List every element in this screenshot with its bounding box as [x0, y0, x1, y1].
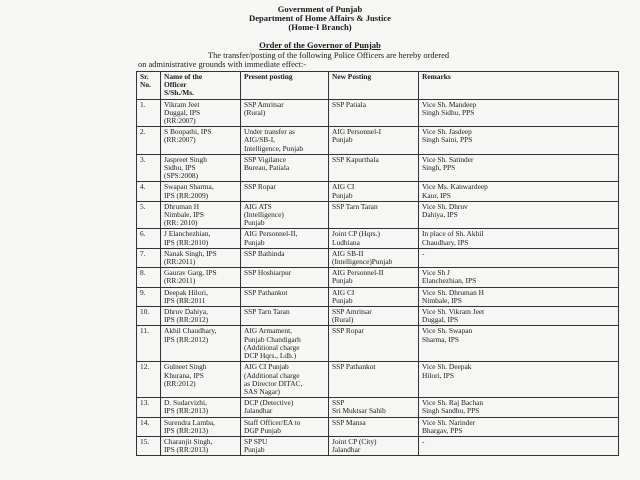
new-posting-cell: SSP Kapurthala	[329, 154, 419, 182]
table-row	[137, 182, 619, 201]
remarks-cell: Vice Sh. Dhruman H Nimbale, IPS	[419, 287, 619, 306]
officer-name-cell: Dhruv Dahiya, IPS (RR:2012)	[161, 307, 241, 326]
table-row	[137, 362, 619, 398]
remarks-cell: Vice Sh. Deepak Hilori, IPS	[419, 362, 619, 398]
sr-no-cell: 8.	[137, 268, 161, 287]
sr-no-cell: 3.	[137, 154, 161, 182]
table-row	[137, 154, 619, 182]
present-posting-cell: Under transfer as AIG/SB-I, Intelligence, Punjab	[241, 127, 329, 155]
remarks-cell: -	[419, 436, 619, 455]
sr-no-cell: 4.	[137, 182, 161, 201]
present-posting-cell: SSP Bathinda	[241, 248, 329, 267]
remarks-cell: Vice Sh. Raj Bachan Singh Sandhu, PPS	[419, 398, 619, 417]
remarks-cell: Vice Sh. Dhruv Dahiya, IPS	[419, 201, 619, 229]
table-row	[137, 326, 619, 362]
branch-heading: (Home-I Branch)	[288, 22, 352, 32]
remarks-cell: Vice Sh. Mandeep Singh Sidhu, PPS	[419, 99, 619, 127]
present-posting-cell: SSP Amritsar (Rural)	[241, 99, 329, 127]
present-posting-cell: SSP Vigilance Bureau, Patiala	[241, 154, 329, 182]
officer-name-cell: Dhruman H Nimbale, IPS (RR: 2010)	[161, 201, 241, 229]
table-row	[137, 127, 619, 155]
remarks-cell: Vice Sh. Swapan Sharma, IPS	[419, 326, 619, 362]
table-row	[137, 307, 619, 326]
officer-name-cell: Gulneet Singh Khurana, IPS (RR:2012)	[161, 362, 241, 398]
sr-no-cell: 9.	[137, 287, 161, 306]
remarks-cell: Vice Sh. Narinder Bhargav, PPS	[419, 417, 619, 436]
sr-no-cell: 2.	[137, 127, 161, 155]
new-posting-cell: SSP Ropar	[329, 326, 419, 362]
new-posting-cell: SSP Amritsar (Rural)	[329, 307, 419, 326]
sr-no-cell: 6.	[137, 229, 161, 248]
table-row	[137, 201, 619, 229]
sr-no-cell: 13.	[137, 398, 161, 417]
new-posting-cell: SSP Sri Muktsar Sahib	[329, 398, 419, 417]
present-posting-cell: AIG Personnel-II, Punjab	[241, 229, 329, 248]
new-posting-cell: Joint CP (Hqrs.) Ludhiana	[329, 229, 419, 248]
present-posting-cell: AIG ATS (Intelligence) Punjab	[241, 201, 329, 229]
table-row	[137, 229, 619, 248]
table-row	[137, 287, 619, 306]
officer-name-cell: Deepak Hilori, IPS (RR:2011	[161, 287, 241, 306]
header-officer-name: Name of the Officer S/Sh./Ms.	[161, 72, 241, 100]
officer-name-cell: Charanjit Singh, IPS (RR:2013)	[161, 436, 241, 455]
officer-name-cell: J Elanchezhian, IPS (RR:2010)	[161, 229, 241, 248]
officer-name-cell: Jaspreet Singh Sidhu, IPS (SPS:2008)	[161, 154, 241, 182]
header-present-posting: Present posting	[241, 72, 329, 100]
department-heading: Department of Home Affairs & Justice	[249, 13, 391, 23]
new-posting-cell: AIG Personnel-I Punjab	[329, 127, 419, 155]
header-remarks: Remarks	[419, 72, 619, 100]
present-posting-cell: SP SPU Punjab	[241, 436, 329, 455]
officer-name-cell: Vikram Jeet Duggal, IPS (RR:2007)	[161, 99, 241, 127]
sr-no-cell: 10.	[137, 307, 161, 326]
sr-no-cell: 5.	[137, 201, 161, 229]
present-posting-cell: Staff Officer/EA to DGP Punjab	[241, 417, 329, 436]
intro-line-1: The transfer/posting of the following Police Officers are hereby ordered	[208, 51, 450, 60]
table-row	[137, 99, 619, 127]
officer-name-cell: D. Sudarvizhi, IPS (RR:2013)	[161, 398, 241, 417]
header-sr-no: Sr. No.	[137, 72, 161, 100]
table-row	[137, 417, 619, 436]
present-posting-cell: SSP Ropar	[241, 182, 329, 201]
present-posting-cell: SSP Tarn Taran	[241, 307, 329, 326]
order-title: Order of the Governor of Punjab	[259, 40, 381, 50]
table-row	[137, 268, 619, 287]
transfer-table	[136, 71, 619, 456]
sr-no-cell: 12.	[137, 362, 161, 398]
header-new-posting: New Posting	[329, 72, 419, 100]
table-header-row	[137, 72, 619, 100]
table-row	[137, 398, 619, 417]
government-heading: Government of Punjab	[277, 4, 363, 14]
officer-name-cell: Swapan Sharma, IPS (RR:2009)	[161, 182, 241, 201]
present-posting-cell: SSP Hoshiarpur	[241, 268, 329, 287]
intro-line-2: on administrative grounds with immediate effect:-	[138, 60, 306, 69]
remarks-cell: Vice Sh. Vikram Jeet Duggal, IPS	[419, 307, 619, 326]
new-posting-cell: AIG SB-II (Intelligence)Punjab	[329, 248, 419, 267]
new-posting-cell: AIG CI Punjab	[329, 182, 419, 201]
sr-no-cell: 11.	[137, 326, 161, 362]
present-posting-cell: SSP Pathankot	[241, 287, 329, 306]
remarks-cell: In place of Sh. Akhil Chaudhary, IPS	[419, 229, 619, 248]
remarks-cell: -	[419, 248, 619, 267]
officer-name-cell: Akhil Chaudhary, IPS (RR:2012)	[161, 326, 241, 362]
present-posting-cell: DCP (Detective) Jalandhar	[241, 398, 329, 417]
new-posting-cell: Joint CP (City) Jalandhar	[329, 436, 419, 455]
new-posting-cell: SSP Pathankot	[329, 362, 419, 398]
remarks-cell: Vice Sh J Elanchezhian, IPS	[419, 268, 619, 287]
remarks-cell: Vice Ms. Kanwardeep Kaur, IPS	[419, 182, 619, 201]
present-posting-cell: AIG CI Punjab (Additional charge as Director DITAC, SAS Nagar)	[241, 362, 329, 398]
new-posting-cell: SSP Patiala	[329, 99, 419, 127]
sr-no-cell: 14.	[137, 417, 161, 436]
remarks-cell: Vice Sh. Jasdeep Singh Saini, PPS	[419, 127, 619, 155]
table-row	[137, 436, 619, 455]
present-posting-cell: AIG Armament, Punjab Chandigarh (Additional charge DCP Hqrs., Ldh.)	[241, 326, 329, 362]
officer-name-cell: Surendra Lamba, IPS (RR:2013)	[161, 417, 241, 436]
sr-no-cell: 7.	[137, 248, 161, 267]
remarks-cell: Vice Sh. Satinder Singh, PPS	[419, 154, 619, 182]
new-posting-cell: AIG Personnel-II Punjab	[329, 268, 419, 287]
sr-no-cell: 1.	[137, 99, 161, 127]
new-posting-cell: AIG CI Punjab	[329, 287, 419, 306]
new-posting-cell: SSP Mansa	[329, 417, 419, 436]
officer-name-cell: S Boopathi, IPS (RR:2007)	[161, 127, 241, 155]
table-row	[137, 248, 619, 267]
officer-name-cell: Nanak Singh, IPS (RR:2011)	[161, 248, 241, 267]
new-posting-cell: SSP Tarn Taran	[329, 201, 419, 229]
sr-no-cell: 15.	[137, 436, 161, 455]
officer-name-cell: Gaurav Garg, IPS (RR:2011)	[161, 268, 241, 287]
